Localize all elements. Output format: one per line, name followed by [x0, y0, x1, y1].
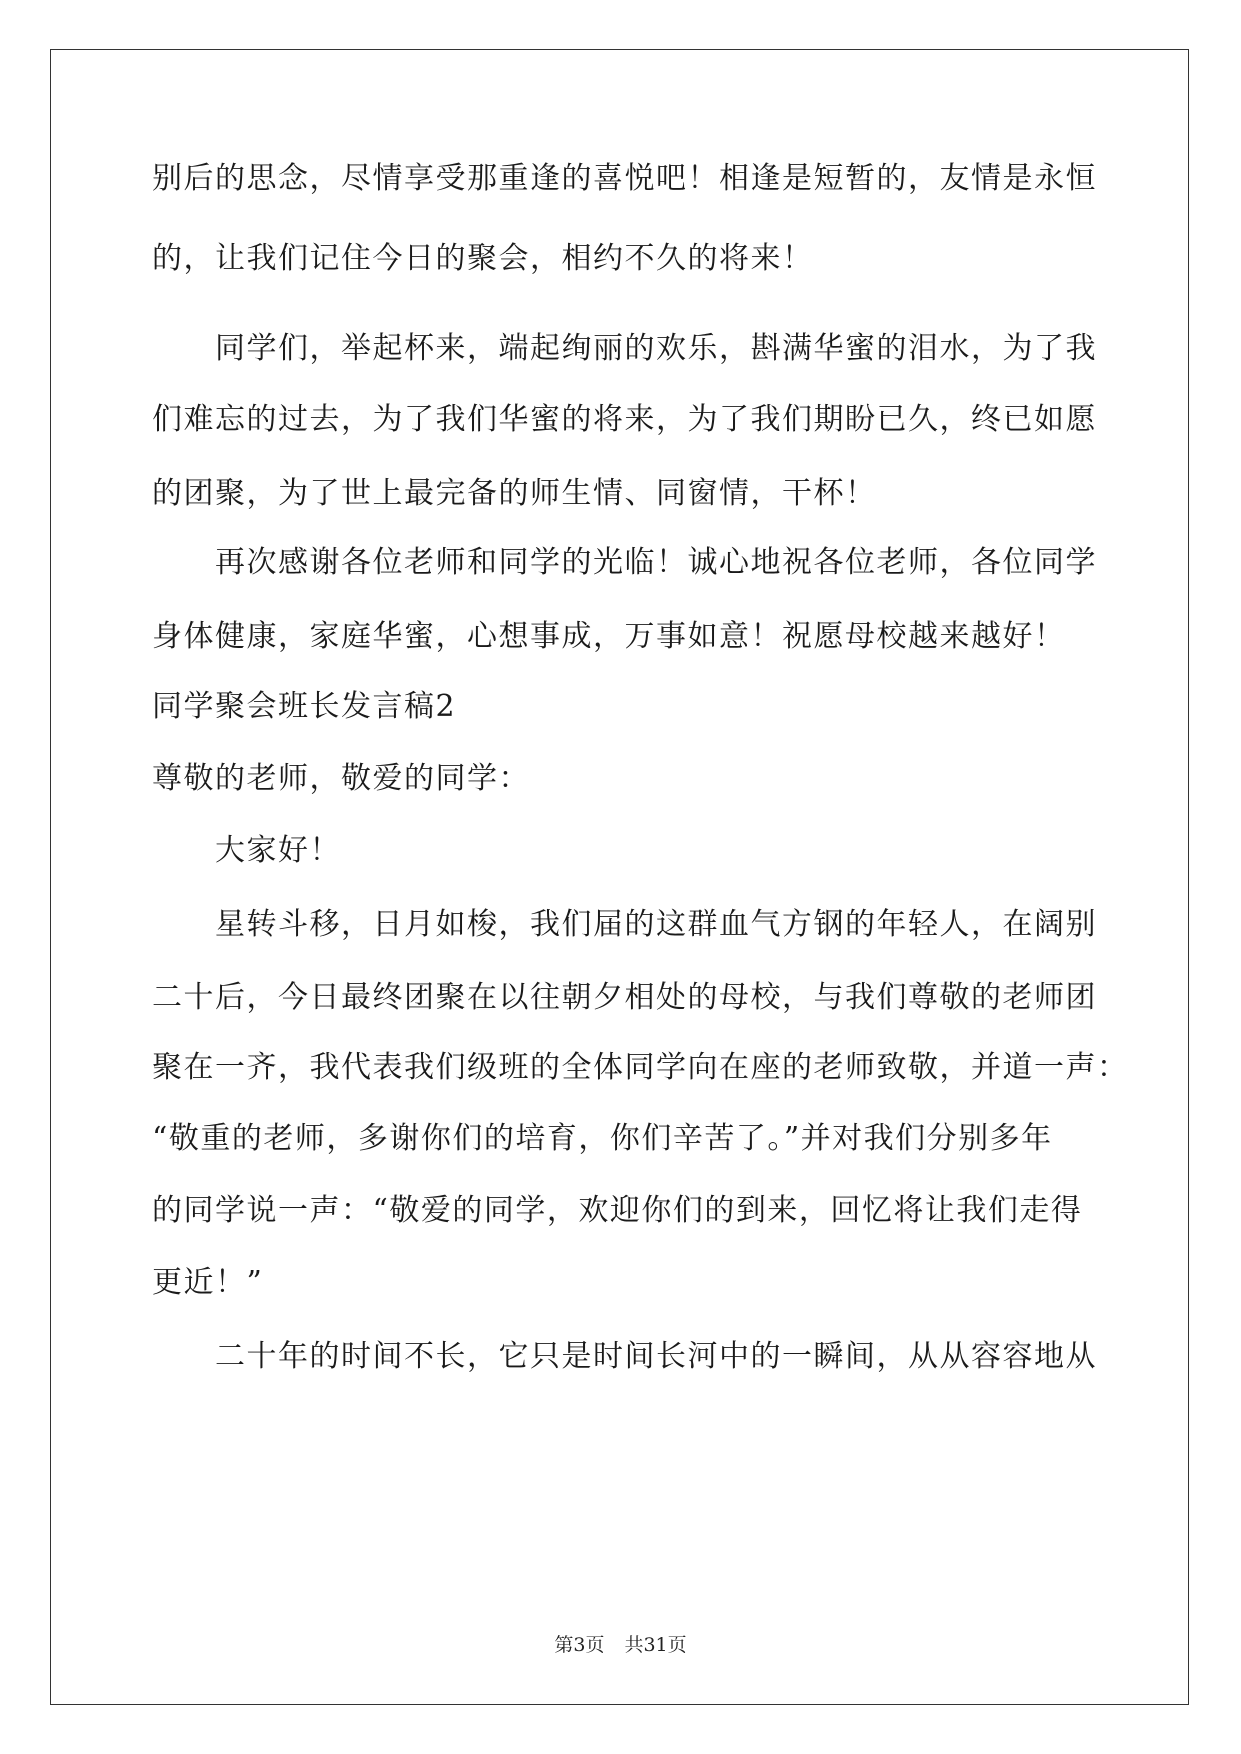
text-line-3: 同学们，举起杯来，端起绚丽的欢乐，斟满华蜜的泪水，为了我 — [215, 331, 1097, 366]
text-line-2: 的，让我们记住今日的聚会，相约不久的将来！ — [152, 241, 814, 276]
page-number: 第3页 — [554, 1634, 605, 1656]
text-line-14: “敬重的老师，多谢你们的培育，你们辛苦了。”并对我们分别多年 — [152, 1121, 1053, 1156]
text-line-7: 身体健康，家庭华蜜，心想事成，万事如意！祝愿母校越来越好！ — [152, 619, 1066, 654]
text-line-6: 再次感谢各位老师和同学的光临！诚心地祝各位老师，各位同学 — [215, 545, 1097, 580]
text-line-13: 聚在一齐，我代表我们级班的全体同学向在座的老师致敬，并道一声： — [152, 1050, 1129, 1085]
text-line-5: 的团聚，为了世上最完备的师生情、同窗情，干杯！ — [152, 476, 877, 511]
page-footer — [0, 1630, 1241, 1657]
salutation: 尊敬的老师，敬爱的同学： — [152, 761, 530, 796]
greeting: 大家好！ — [215, 833, 341, 868]
text-line-12: 二十后，今日最终团聚在以往朝夕相处的母校，与我们尊敬的老师团 — [152, 980, 1097, 1015]
page-total: 共31页 — [624, 1634, 687, 1656]
text-line-15: 的同学说一声：“敬爱的同学，欢迎你们的到来，回忆将让我们走得 — [152, 1193, 1083, 1228]
text-line-1: 别后的思念，尽情享受那重逢的喜悦吧！相逢是短暂的，友情是永恒 — [152, 161, 1097, 196]
text-line-4: 们难忘的过去，为了我们华蜜的将来，为了我们期盼已久，终已如愿 — [152, 402, 1097, 437]
text-line-17: 二十年的时间不长，它只是时间长河中的一瞬间，从从容容地从 — [215, 1339, 1097, 1374]
text-line-11: 星转斗移，日月如梭，我们届的这群血气方钢的年轻人，在阔别 — [215, 907, 1097, 942]
section-heading: 同学聚会班长发言稿2 — [152, 689, 457, 724]
page-border — [50, 49, 1189, 1705]
text-line-16: 更近！” — [152, 1265, 264, 1300]
